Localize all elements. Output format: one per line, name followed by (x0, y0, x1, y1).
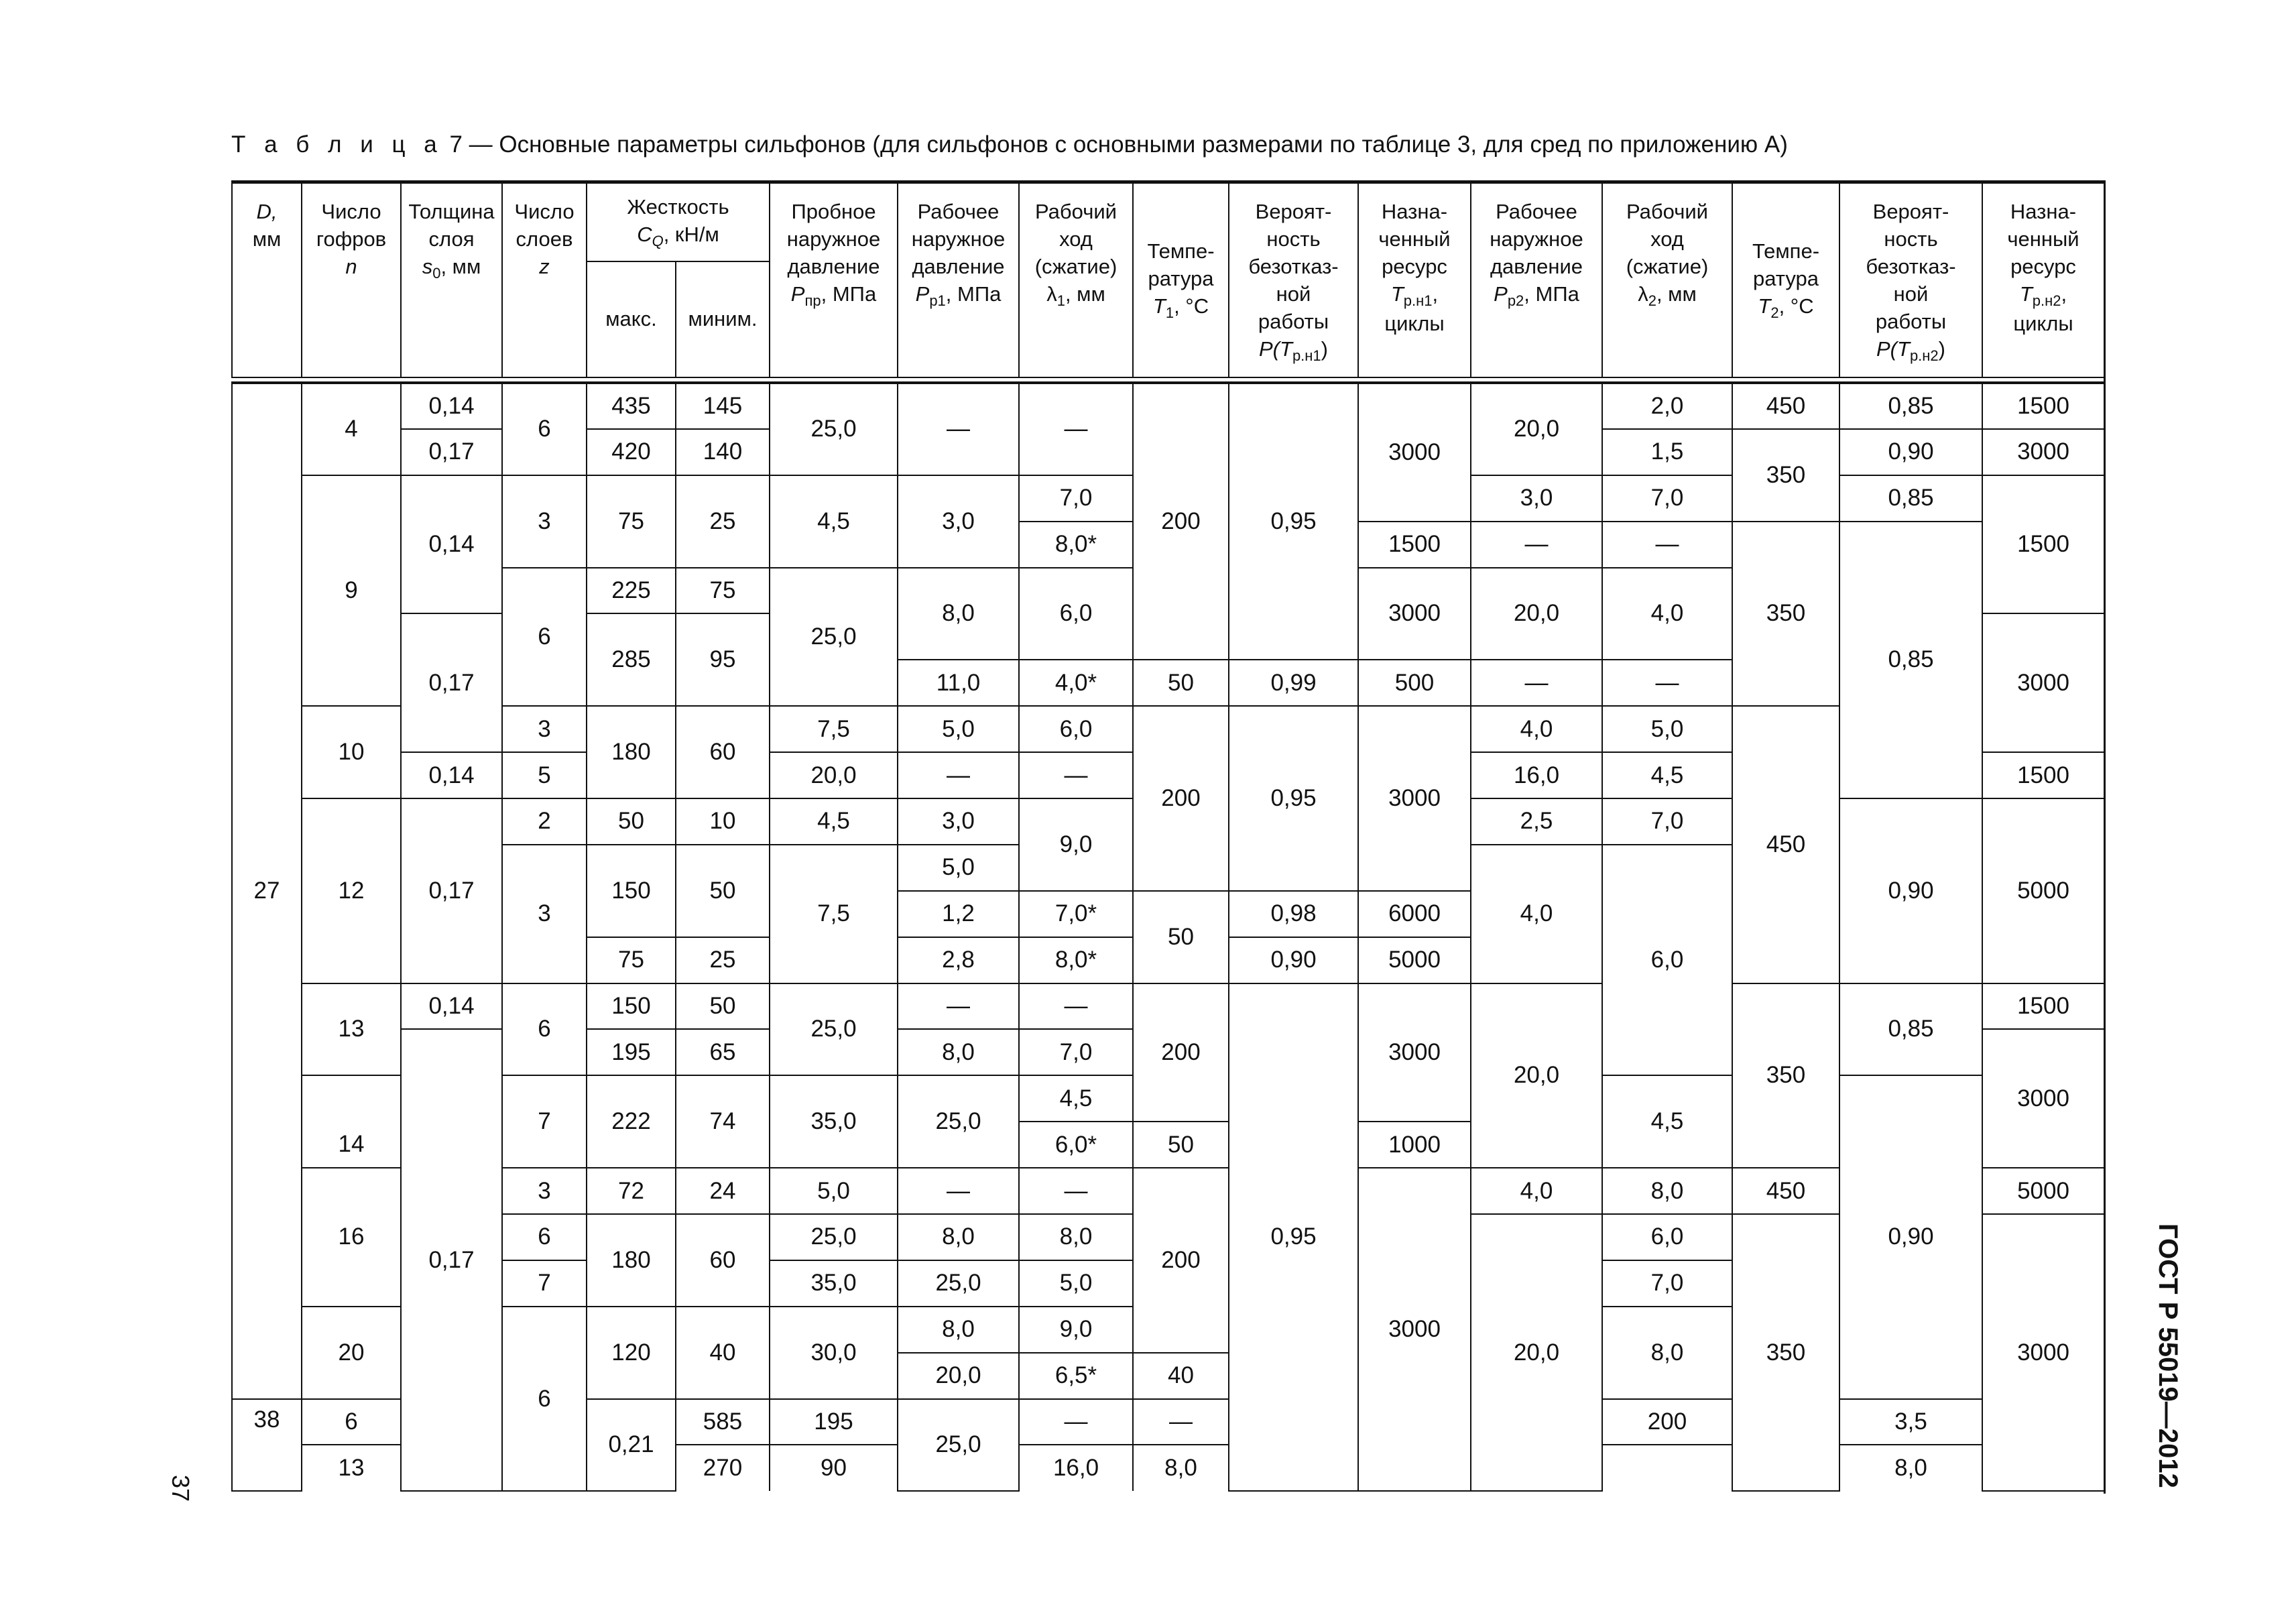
table-row (232, 383, 2104, 429)
cell-z: 3 (502, 1168, 587, 1214)
cell-c-max: 435 (587, 383, 676, 429)
cell-p-test: 5,0 (770, 1168, 898, 1214)
cell-s0: 0,17 (401, 613, 502, 752)
cell-z: 2 (502, 798, 587, 845)
cell-p-r2: 16,0 (1471, 752, 1602, 798)
cell-stroke-2: 8,0 (1839, 1445, 1982, 1491)
cell-prob-2: 0,90 (1839, 1075, 1982, 1398)
cell-p-r1: 3,0 (898, 475, 1019, 568)
cell-p-test: 25,0 (898, 1399, 1019, 1492)
table-row (232, 706, 2104, 752)
cell-temp-1: 50 (1133, 660, 1229, 706)
cell-s0: 0,14 (401, 752, 502, 798)
cell-p-r1: 5,0 (898, 706, 1019, 752)
cell-c-max: 120 (587, 1307, 676, 1399)
cell-life-1: 500 (1358, 660, 1471, 706)
header-prob-2: Вероят- ность безотказ- ной работы $P(T_{р.н2})$ (1839, 183, 1982, 377)
cell-temp-1: 200 (1133, 983, 1229, 1122)
cell-temp-2: 450 (1732, 1168, 1839, 1214)
cell-c-min: 145 (676, 383, 770, 429)
cell-c-min: 60 (676, 1214, 770, 1307)
cell-life-2: 1500 (1982, 475, 2104, 614)
cell-prob-1: 0,95 (1229, 706, 1358, 891)
cell-c-max: 75 (587, 475, 676, 568)
cell-prob-2: 0,85 (1839, 983, 1982, 1076)
cell-stroke-2: 7,0 (1602, 475, 1732, 522)
cell-stroke-1: 6,5* (1019, 1353, 1133, 1399)
cell-stroke-1: — (1133, 1399, 1229, 1445)
cell-p-r1: 8,0 (898, 1214, 1019, 1260)
cell-p-r1: 16,0 (1019, 1445, 1133, 1491)
cell-s0: 0,14 (401, 983, 502, 1030)
standard-code: ГОСТ Р 55019—2012 (2153, 1223, 2183, 1488)
cell-stroke-1: 6,0 (1019, 706, 1133, 752)
cell-c-min: 75 (676, 568, 770, 614)
cell-stroke-2: 6,0 (1602, 845, 1732, 1075)
cell-p-r1: 8,0 (898, 1029, 1019, 1075)
cell-stroke-2: 2,0 (1602, 383, 1732, 429)
cell-p-test: 20,0 (770, 752, 898, 798)
header-life-2: Назна- ченный ресурс $T_{р.н2}$, циклы (1982, 183, 2104, 377)
cell-life-2: 1500 (1982, 983, 2104, 1030)
cell-p-r2: 4,0 (1471, 1168, 1602, 1214)
cell-n: 4 (302, 383, 401, 475)
cell-p-r1: 1,2 (898, 891, 1019, 937)
cell-c-max: 150 (587, 983, 676, 1030)
cell-p-r1: — (898, 1168, 1019, 1214)
bellows-parameters-table (231, 182, 2105, 1492)
cell-c-max: 285 (587, 613, 676, 706)
cell-p-r1: 2,8 (898, 937, 1019, 983)
cell-p-r1: 25,0 (898, 1260, 1019, 1307)
cell-life-2: 3000 (1982, 429, 2104, 475)
cell-z: 6 (502, 983, 587, 1076)
cell-p-test: 7,5 (770, 706, 898, 752)
cell-life-2: 1500 (1982, 752, 2104, 798)
cell-z: 6 (502, 383, 587, 475)
cell-life-2: 5000 (1982, 1168, 2104, 1214)
cell-p-r2: 20,0 (1471, 568, 1602, 660)
cell-p-r1: 20,0 (898, 1353, 1019, 1399)
cell-prob-2: 0,90 (1839, 798, 1982, 983)
cell-stroke-1: 8,0* (1019, 522, 1133, 568)
header-p-test: Пробное наружное давление $P_{пр}$, МПа (770, 183, 898, 377)
cell-n: 13 (302, 983, 401, 1076)
cell-stroke-2: 7,0 (1602, 798, 1732, 845)
header-separator (232, 377, 2104, 383)
cell-c-min: 65 (676, 1029, 770, 1075)
cell-prob-2: 0,85 (1839, 383, 1982, 429)
cell-p-test: 35,0 (770, 1075, 898, 1168)
cell-p-test: 25,0 (770, 383, 898, 475)
cell-c-min: 25 (676, 937, 770, 983)
cell-c-max: 72 (587, 1168, 676, 1214)
header-z: Число слоев z (502, 183, 587, 377)
cell-c-max: 222 (587, 1075, 676, 1168)
cell-temp-2: 450 (1732, 706, 1839, 983)
cell-n: 9 (302, 475, 401, 706)
cell-temp-2: 350 (1732, 983, 1839, 1168)
cell-temp-1: 40 (1133, 1353, 1229, 1399)
cell-p-test: 35,0 (770, 1260, 898, 1307)
cell-stroke-2: 4,0 (1602, 568, 1732, 660)
cell-stroke-2: — (1602, 522, 1732, 568)
cell-c-max: 420 (587, 429, 676, 475)
cell-c-min: 195 (770, 1399, 898, 1445)
cell-z: 6 (502, 568, 587, 707)
cell-life-2: 5000 (1982, 798, 2104, 983)
cell-temp-2: 350 (1732, 429, 1839, 522)
cell-stroke-1: — (1019, 983, 1133, 1030)
cell-c-min: 10 (676, 798, 770, 845)
cell-temp-2: 450 (1732, 383, 1839, 429)
cell-prob-1: 0,95 (1229, 983, 1358, 1492)
cell-stroke-1: 8,0 (1133, 1445, 1229, 1491)
cell-p-test: 25,0 (770, 1214, 898, 1260)
table-row (232, 983, 2104, 1030)
header-d: D, мм (232, 183, 302, 377)
header-s0: Толщина слоя $s_0$, мм (401, 183, 502, 377)
cell-p-test: 30,0 (770, 1307, 898, 1399)
cell-n: 12 (302, 798, 401, 983)
cell-prob-1: 0,99 (1229, 660, 1358, 706)
cell-prob-2: 0,85 (1839, 522, 1982, 798)
cell-life-1: 5000 (1358, 937, 1471, 983)
cell-p-test: 25,0 (770, 983, 898, 1076)
cell-stroke-1: — (1019, 383, 1133, 475)
cell-s0: 0,21 (587, 1399, 676, 1492)
header-stroke-2: Рабочий ход (сжатие) $\lambda_2$, мм (1602, 183, 1732, 377)
cell-z: 7 (502, 1075, 587, 1168)
cell-stroke-1: 9,0 (1019, 798, 1133, 891)
cell-s0: 0,17 (401, 429, 502, 475)
cell-p-r2: 20,0 (1471, 383, 1602, 475)
header-stiffness: Жесткость $C_Q$, кН/м (587, 183, 770, 261)
cell-z: 3 (502, 706, 587, 752)
header-temp-2: Темпе- ратура $T_2$, °С (1732, 183, 1839, 377)
cell-c-min: 95 (676, 613, 770, 706)
header-stiffness-min: миним. (676, 261, 770, 377)
cell-stroke-2: — (1602, 660, 1732, 706)
cell-stroke-1: 6,0 (1019, 568, 1133, 660)
cell-s0: 0,14 (401, 475, 502, 614)
cell-life-1: 3000 (1358, 568, 1471, 660)
cell-stroke-2: 6,0 (1602, 1214, 1732, 1260)
cell-temp-1: 200 (1133, 706, 1229, 891)
cell-z: 6 (502, 1307, 587, 1492)
cell-p-r1: 25,0 (898, 1075, 1019, 1168)
caption-text: 7 — Основные параметры сильфонов (для сильфонов с основными размерами по таблице 3, для сред по приложению А) (442, 131, 1788, 158)
cell-life-2: 1500 (1982, 383, 2104, 429)
cell-p-test: 4,5 (770, 798, 898, 845)
cell-temp-1: 200 (1133, 383, 1229, 660)
cell-c-max: 180 (587, 1214, 676, 1307)
cell-n: 14 (302, 1075, 401, 1168)
cell-c-max: 225 (587, 568, 676, 614)
cell-life-2: 3000 (1982, 613, 2104, 752)
cell-stroke-2: 5,0 (1602, 706, 1732, 752)
cell-c-max: 150 (587, 845, 676, 937)
cell-c-min: 25 (676, 475, 770, 568)
cell-stroke-1: 7,0* (1019, 891, 1133, 937)
cell-p-r1: — (898, 983, 1019, 1030)
cell-temp-1: 50 (1133, 1122, 1229, 1168)
cell-stroke-1: 8,0 (1019, 1214, 1133, 1260)
cell-p-r2: 20,0 (1471, 983, 1602, 1168)
cell-c-max: 270 (676, 1445, 770, 1491)
cell-stroke-2: 7,0 (1602, 1260, 1732, 1307)
cell-temp-2: 350 (1732, 522, 1839, 707)
cell-c-max: 50 (587, 798, 676, 845)
header-stroke-1: Рабочий ход (сжатие) $\lambda_1$, мм (1019, 183, 1133, 377)
cell-p-r1: 3,0 (898, 798, 1019, 845)
cell-stroke-1: 9,0 (1019, 1307, 1133, 1353)
cell-c-min: 24 (676, 1168, 770, 1214)
cell-c-max: 585 (676, 1399, 770, 1445)
header-p-r1: Рабочее наружное давление $P_{р1}$, МПа (898, 183, 1019, 377)
cell-stroke-2: 8,0 (1602, 1307, 1732, 1399)
cell-stroke-1: — (1019, 752, 1133, 798)
cell-p-r2: 2,5 (1471, 798, 1602, 845)
cell-z: 3 (502, 845, 587, 983)
cell-stroke-1: 7,0 (1019, 475, 1133, 522)
cell-stroke-2: 8,0 (1602, 1168, 1732, 1214)
cell-p-test: 7,5 (770, 845, 898, 983)
cell-p-r1: 11,0 (898, 660, 1019, 706)
cell-prob-2: 0,90 (1839, 429, 1982, 475)
cell-d: 38 (232, 1399, 302, 1492)
cell-stroke-2: 1,5 (1602, 429, 1732, 475)
header-stiffness-max: макс. (587, 261, 676, 377)
cell-temp-1: 200 (1133, 1168, 1229, 1353)
cell-n: 16 (302, 1168, 401, 1307)
cell-p-r1: 5,0 (898, 845, 1019, 891)
cell-temp-2: 350 (1732, 1214, 1839, 1491)
cell-p-r2: 4,0 (1471, 706, 1602, 752)
cell-d: 27 (232, 383, 302, 1399)
cell-prob-1: 0,90 (1229, 937, 1358, 983)
header-prob-1: Вероят- ность безотказ- ной работы $P(T_{р.н1})$ (1229, 183, 1358, 377)
cell-p-test: 4,5 (770, 475, 898, 568)
cell-c-min: 90 (770, 1445, 898, 1491)
cell-p-r2: 4,0 (1471, 845, 1602, 983)
cell-c-min: 60 (676, 706, 770, 798)
cell-life-1: 1500 (1358, 522, 1471, 568)
cell-n: 10 (302, 706, 401, 798)
table-caption (231, 131, 1788, 158)
cell-n: 20 (302, 1307, 401, 1399)
cell-stroke-1: — (1019, 1168, 1133, 1214)
cell-p-r1: 8,0 (898, 1307, 1019, 1353)
cell-c-min: 50 (676, 983, 770, 1030)
cell-life-1: 3000 (1358, 983, 1471, 1122)
table-row (232, 1168, 2104, 1214)
cell-s0: 0,14 (401, 383, 502, 429)
cell-life-2: 3000 (1982, 1029, 2104, 1168)
cell-stroke-1: 6,0* (1019, 1122, 1133, 1168)
cell-stroke-1: 4,0* (1019, 660, 1133, 706)
cell-z: 5 (502, 752, 587, 798)
cell-z: 3 (502, 475, 587, 568)
cell-p-r2: — (1471, 660, 1602, 706)
cell-stroke-2: 3,5 (1839, 1399, 1982, 1445)
cell-life-1: 3000 (1358, 1168, 1471, 1491)
cell-life-1: 3000 (1358, 383, 1471, 522)
cell-c-min: 50 (676, 845, 770, 937)
header-life-1: Назна- ченный ресурс $T_{р.н1}$, циклы (1358, 183, 1471, 377)
header-p-r2: Рабочее наружное давление $P_{р2}$, МПа (1471, 183, 1602, 377)
caption-label: Т а б л и ц а (231, 131, 443, 158)
cell-life-1: 3000 (1358, 706, 1471, 891)
cell-n: 13 (302, 1445, 401, 1491)
cell-s0: 0,17 (401, 798, 502, 983)
cell-temp-1: 50 (1133, 891, 1229, 983)
header-n: Число гофров n (302, 183, 401, 377)
cell-life-1: 6000 (1358, 891, 1471, 937)
cell-p-test: 25,0 (770, 568, 898, 707)
cell-life-2: 3000 (1982, 1214, 2104, 1491)
header-temp-1: Темпе- ратура $T_1$, °С (1133, 183, 1229, 377)
cell-stroke-1: 4,5 (1019, 1075, 1133, 1122)
cell-stroke-1: 7,0 (1019, 1029, 1133, 1075)
cell-stroke-2: 4,5 (1602, 752, 1732, 798)
cell-stroke-1: 5,0 (1019, 1260, 1133, 1307)
cell-p-r2: 20,0 (1471, 1214, 1602, 1491)
cell-prob-2: 0,85 (1839, 475, 1982, 522)
cell-p-r1: 8,0 (898, 568, 1019, 660)
cell-prob-1: 0,95 (1229, 383, 1358, 660)
cell-prob-1: 0,98 (1229, 891, 1358, 937)
cell-p-r1: — (898, 383, 1019, 475)
cell-stroke-2: 4,5 (1602, 1075, 1732, 1168)
cell-c-min: 40 (676, 1307, 770, 1399)
cell-c-min: 74 (676, 1075, 770, 1168)
page-number: 37 (167, 1475, 194, 1502)
cell-c-max: 75 (587, 937, 676, 983)
cell-temp-1 (1602, 1445, 1732, 1491)
cell-c-min: 140 (676, 429, 770, 475)
cell-p-r1: — (898, 752, 1019, 798)
cell-stroke-1: 8,0* (1019, 937, 1133, 983)
cell-p-r2: 3,0 (1471, 475, 1602, 522)
cell-life-1: 1000 (1358, 1122, 1471, 1168)
cell-z: 7 (502, 1260, 587, 1307)
cell-c-max: 195 (587, 1029, 676, 1075)
cell-c-max: 180 (587, 706, 676, 798)
cell-n: 6 (302, 1399, 401, 1445)
parameters-table-frame (231, 180, 2106, 1494)
cell-p-r2: — (1471, 522, 1602, 568)
cell-temp-1: 200 (1602, 1399, 1732, 1445)
cell-z: 6 (502, 1214, 587, 1260)
cell-p-r1: — (1019, 1399, 1133, 1445)
cell-s0: 0,17 (401, 1029, 502, 1491)
